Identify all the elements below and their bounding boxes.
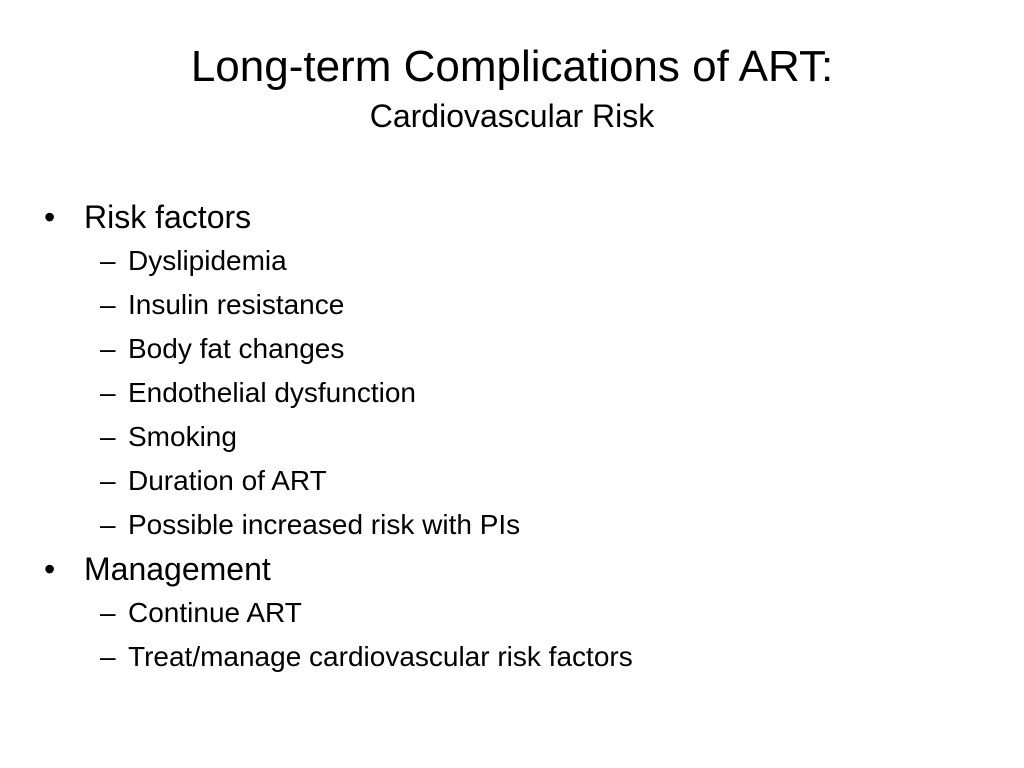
- title-block: [0, 40, 1024, 136]
- list-item-text: Body fat changes: [128, 333, 345, 364]
- list-item-text: Insulin resistance: [128, 289, 345, 320]
- list-item-text: Possible increased risk with PIs: [128, 509, 521, 540]
- bullet-marker: •: [44, 199, 56, 235]
- list-item: [44, 459, 984, 503]
- list-item: [44, 503, 984, 547]
- list-item-text: Duration of ART: [128, 465, 327, 496]
- slide-title: Long-term Complications of ART:: [190, 42, 834, 91]
- list-item-text: Treat/manage cardiovascular risk factors: [128, 641, 633, 672]
- list-item: [44, 327, 984, 371]
- bullet-heading: Risk factors: [84, 199, 252, 235]
- bullet-marker: •: [44, 551, 56, 587]
- list-item-text: Endothelial dysfunction: [128, 377, 416, 408]
- dash-marker: –: [100, 597, 116, 628]
- bullet-risk-factors: [44, 195, 984, 239]
- bullet-management: [44, 547, 984, 591]
- dash-marker: –: [100, 289, 116, 320]
- dash-marker: –: [100, 509, 116, 540]
- list-item-text: Dyslipidemia: [128, 245, 287, 276]
- slide-body: [44, 195, 984, 679]
- dash-marker: –: [100, 377, 116, 408]
- risk-factors-list: [44, 239, 984, 547]
- bullet-heading: Management: [84, 551, 271, 587]
- list-item: [44, 239, 984, 283]
- slide-subtitle: Cardiovascular Risk: [369, 98, 655, 134]
- dash-marker: –: [100, 333, 116, 364]
- list-item: [44, 371, 984, 415]
- dash-marker: –: [100, 465, 116, 496]
- dash-marker: –: [100, 245, 116, 276]
- list-item: [44, 635, 984, 679]
- dash-marker: –: [100, 421, 116, 452]
- list-item: [44, 415, 984, 459]
- management-list: [44, 591, 984, 679]
- dash-marker: –: [100, 641, 116, 672]
- list-item: [44, 283, 984, 327]
- list-item-text: Continue ART: [128, 597, 302, 628]
- list-item: [44, 591, 984, 635]
- list-item-text: Smoking: [128, 421, 237, 452]
